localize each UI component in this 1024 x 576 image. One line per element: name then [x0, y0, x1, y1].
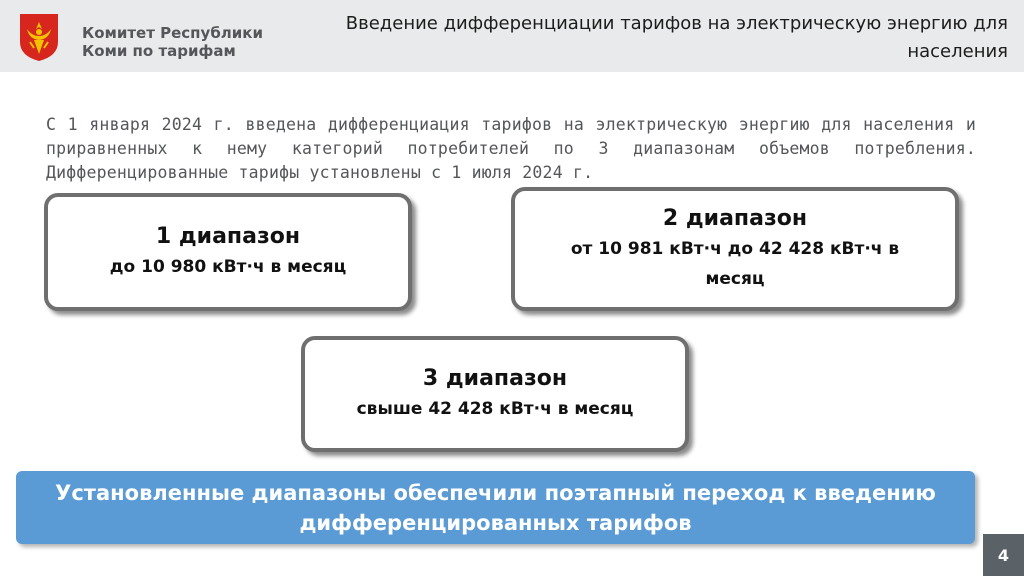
range-2-card	[511, 187, 959, 311]
summary-banner-text: Установленные диапазоны обеспечили поэтапный переход к введению дифференцированных тарифов	[55, 480, 936, 535]
page-number-badge	[983, 534, 1024, 576]
summary-banner	[16, 471, 975, 544]
organization-name-line1: Комитет Республики	[82, 24, 263, 42]
header	[0, 0, 1024, 72]
range-3-description: свыше 42 428 кВт·ч в месяц	[356, 399, 634, 419]
range-3-card	[301, 336, 689, 452]
intro-paragraph: С 1 января 2024 г. введена дифференциация тарифов на электрическую энергию для населения и приравненных к нему категорий потребителей по 3 диапазонам объемов потребления. Дифференцированные тарифы установлены с 1 июля 2024 г.	[46, 115, 976, 182]
range-2-description: от 10 981 кВт·ч до 42 428 кВт·ч в месяц	[570, 239, 900, 289]
range-1-title: 1 диапазон	[155, 224, 301, 249]
slide-title: Введение дифференциации тарифов на электрическую энергию для населения	[345, 13, 1008, 62]
organization-name-line2: Коми по тарифам	[82, 42, 236, 60]
range-3-title: 3 диапазон	[422, 366, 568, 391]
coat-of-arms-icon	[18, 12, 60, 62]
range-2-title: 2 диапазон	[662, 206, 808, 231]
organization-name	[82, 24, 263, 60]
page-number: 4	[997, 545, 1010, 565]
range-1-description: до 10 980 кВт·ч в месяц	[109, 257, 347, 277]
range-1-card	[44, 193, 412, 311]
